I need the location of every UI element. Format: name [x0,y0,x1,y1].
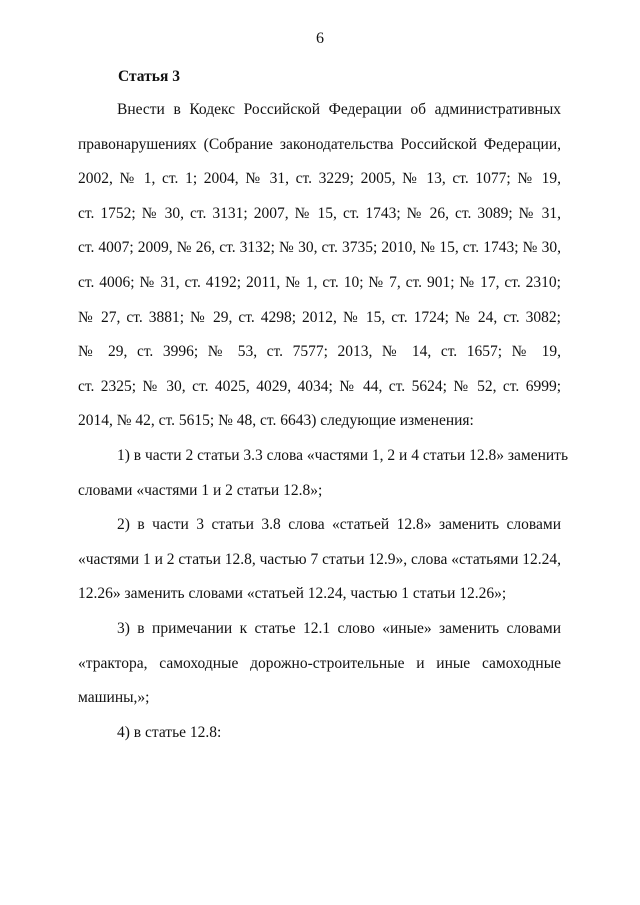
text-line: ст. 4006; № 31, ст. 4192; 2011, № 1, ст. 10; № 7, ст. 901; № 17, ст. 2310; [78,273,561,291]
text-line: № 27, ст. 3881; № 29, ст. 4298; 2012, № 15, ст. 1724; № 24, ст. 3082; [78,308,561,326]
paragraph-item-4 [78,716,561,751]
page-number: 6 [316,30,324,47]
text-line: словами «частями 1 и 2 статьи 12.8»; [78,481,323,499]
text-line: 4) в статье 12.8: [117,724,222,741]
text-line: «трактора, самоходные дорожно-строительные и иные самоходные [78,654,561,672]
text-line: правонарушениях (Собрание законодательства Российской Федерации, [78,135,561,153]
article-title: Статья 3 [118,68,180,85]
text-line: 3) в примечании к статье 12.1 слово «иные» заменить словами [117,620,561,637]
text-line: № 29, ст. 3996; № 53, ст. 7577; 2013, № 14, ст. 1657; № 19, [78,343,561,361]
text-line: «частями 1 и 2 статьи 12.8, частью 7 статьи 12.9», слова «статьями 12.24, [78,550,562,568]
paragraph-item-1 [78,439,569,508]
text-line: ст. 2325; № 30, ст. 4025, 4029, 4034; № 44, ст. 5624; № 52, ст. 6999; [78,377,561,395]
text-line: ст. 1752; № 30, ст. 3131; 2007, № 15, ст. 1743; № 26, ст. 3089; № 31, [78,204,561,222]
text-line: 12.26» заменить словами «статьей 12.24, частью 1 статьи 12.26»; [78,585,507,603]
paragraph-intro [78,93,561,439]
paragraph-item-3 [78,612,561,716]
text-line: 1) в части 2 статьи 3.3 слова «частями 1, 2 и 4 статьи 12.8» заменить [117,447,569,464]
text-line: Внести в Кодекс Российской Федерации об административных [117,101,561,118]
text-line: ст. 4007; 2009, № 26, ст. 3132; № 30, ст. 3735; 2010, № 15, ст. 1743; № 30, [78,239,561,257]
text-line: 2002, № 1, ст. 1; 2004, № 31, ст. 3229; 2005, № 13, ст. 1077; № 19, [78,170,561,188]
text-line: 2) в части 3 статьи 3.8 слова «статьей 12.8» заменить словами [117,516,561,533]
text-line: 2014, № 42, ст. 5615; № 48, ст. 6643) следующие изменения: [78,412,474,430]
paragraph-item-2 [78,508,561,612]
text-line: машины,»; [78,689,150,707]
